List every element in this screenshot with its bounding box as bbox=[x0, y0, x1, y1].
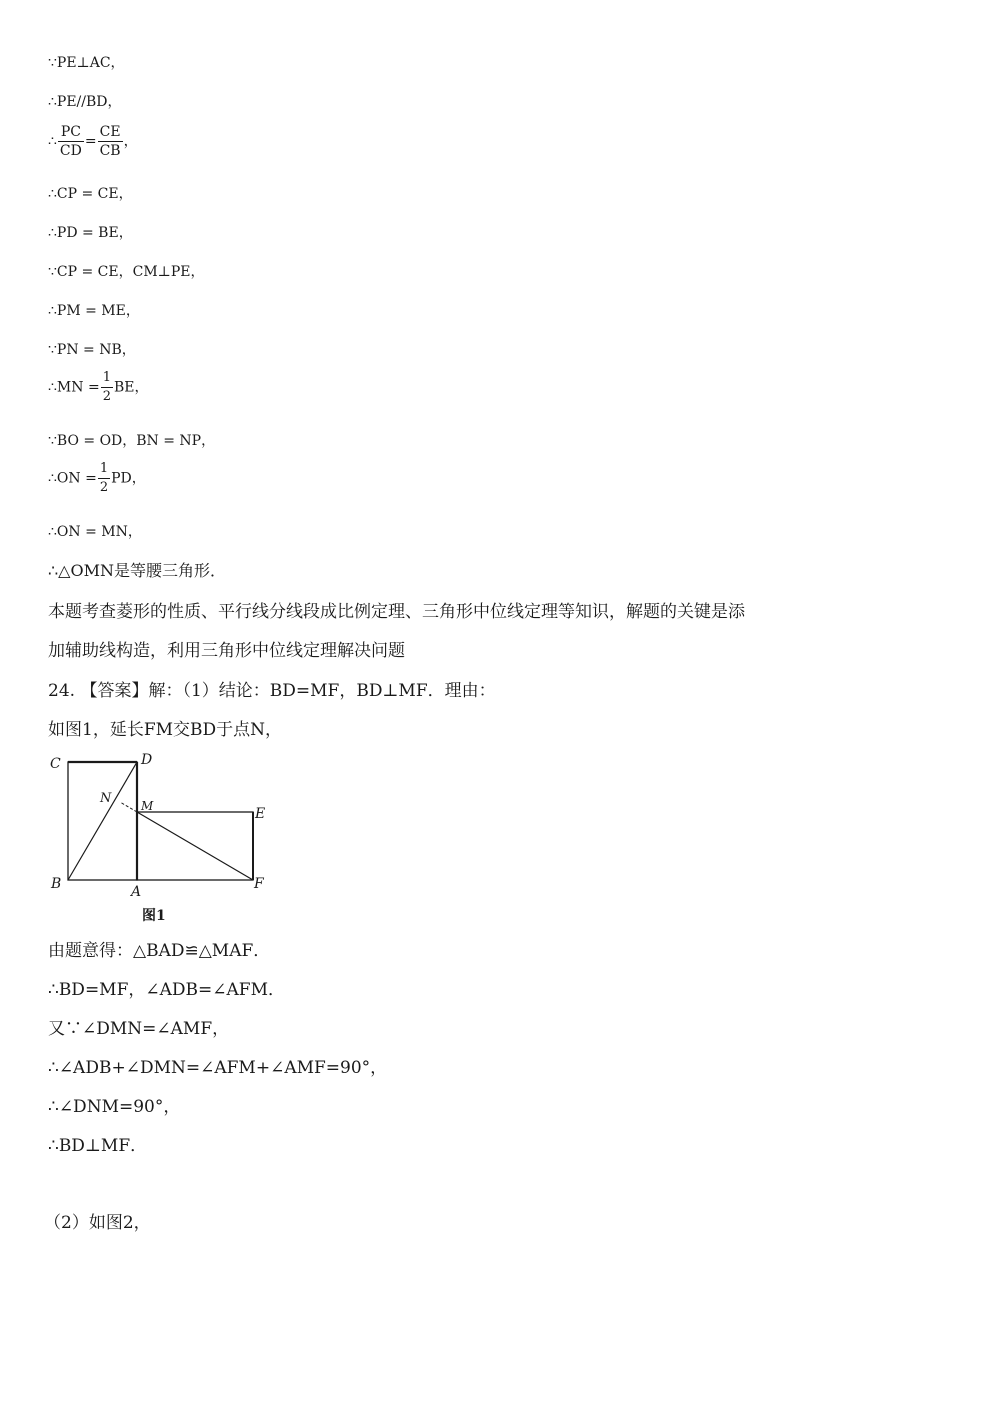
label-n: N bbox=[100, 791, 112, 806]
part-2-line: （2）如图2， bbox=[44, 1213, 151, 1233]
reasoning-line: ∴∠ADB+∠DMN=∠AFM+∠AMF=90°， bbox=[48, 1058, 388, 1078]
label-c: C bbox=[50, 756, 61, 772]
half-step-lead: ∴ON = bbox=[48, 470, 97, 487]
step-line: ∵PN = NB， bbox=[48, 342, 136, 358]
label-f: F bbox=[254, 876, 264, 892]
half-step-tail: PD， bbox=[111, 470, 146, 487]
segment-mf bbox=[137, 812, 253, 880]
fraction-numerator: CE bbox=[98, 124, 123, 142]
fraction-right bbox=[98, 124, 123, 159]
segment-bd bbox=[68, 762, 137, 880]
label-e: E bbox=[255, 806, 266, 822]
fraction-numerator: 1 bbox=[98, 461, 110, 479]
fraction-denominator: CD bbox=[59, 143, 82, 159]
step-line: ∵PE⊥AC， bbox=[48, 55, 125, 71]
step-line: ∴PE//BD， bbox=[48, 94, 122, 110]
step-line: ∵CP = CE，CM⊥PE， bbox=[48, 264, 205, 280]
label-b: B bbox=[51, 876, 62, 892]
label-a: A bbox=[131, 884, 142, 900]
step-line: ∴PM = ME， bbox=[48, 303, 140, 319]
reasoning-line: ∴∠DNM=90°， bbox=[48, 1097, 181, 1117]
summary-line: 本题考查菱形的性质、平行线分线段成比例定理、三角形中位线定理等知识，解题的关键是添 bbox=[48, 602, 745, 622]
fraction-equals: = bbox=[84, 133, 97, 150]
step-line: ∴PD = BE， bbox=[48, 225, 133, 241]
reasoning-line: 由题意得：△BAD≌△MAF． bbox=[48, 941, 271, 961]
extension-mn bbox=[120, 802, 137, 812]
figure-caption: 图1 bbox=[142, 908, 166, 924]
fraction-lead: ∴ bbox=[48, 133, 57, 150]
reasoning-line: ∴BD⊥MF． bbox=[48, 1136, 148, 1156]
label-m: M bbox=[141, 799, 154, 813]
fraction-numerator: PC bbox=[58, 124, 84, 142]
step-line: ∴ON = MN， bbox=[48, 524, 142, 540]
half-fraction bbox=[98, 461, 110, 496]
figure-1-diagram bbox=[46, 748, 286, 928]
fraction-denominator: 2 bbox=[99, 480, 109, 495]
step-line: ∴CP = CE， bbox=[48, 186, 133, 202]
half-step-tail: BE， bbox=[113, 379, 149, 396]
reasoning-line: ∴BD=MF，∠ADB=∠AFM． bbox=[48, 980, 285, 1000]
fraction-tail: ， bbox=[123, 133, 138, 150]
fraction-denominator: CB bbox=[99, 143, 121, 159]
summary-line: 加辅助线构造，利用三角形中位线定理解决问题 bbox=[48, 641, 405, 661]
figure-intro: 如图1，延长FM交BD于点N， bbox=[48, 720, 283, 740]
fraction-denominator: 2 bbox=[102, 389, 111, 404]
reasoning-line: 又∵∠DMN=∠AMF， bbox=[48, 1019, 230, 1039]
step-line: ∵BO = OD，BN = NP， bbox=[48, 433, 216, 449]
half-step-lead: ∴MN = bbox=[48, 379, 100, 396]
fraction-numerator: 1 bbox=[101, 370, 113, 388]
label-d: D bbox=[141, 752, 153, 768]
q24-header: 24. 【答案】解：（1）结论：BD=MF，BD⊥MF．理由： bbox=[48, 681, 496, 701]
conclusion-line: ∴△OMN是等腰三角形． bbox=[48, 561, 226, 580]
half-step bbox=[48, 461, 146, 496]
fraction-left bbox=[58, 124, 84, 159]
half-fraction bbox=[101, 370, 113, 405]
fraction-step bbox=[48, 124, 138, 159]
half-step bbox=[48, 370, 148, 405]
